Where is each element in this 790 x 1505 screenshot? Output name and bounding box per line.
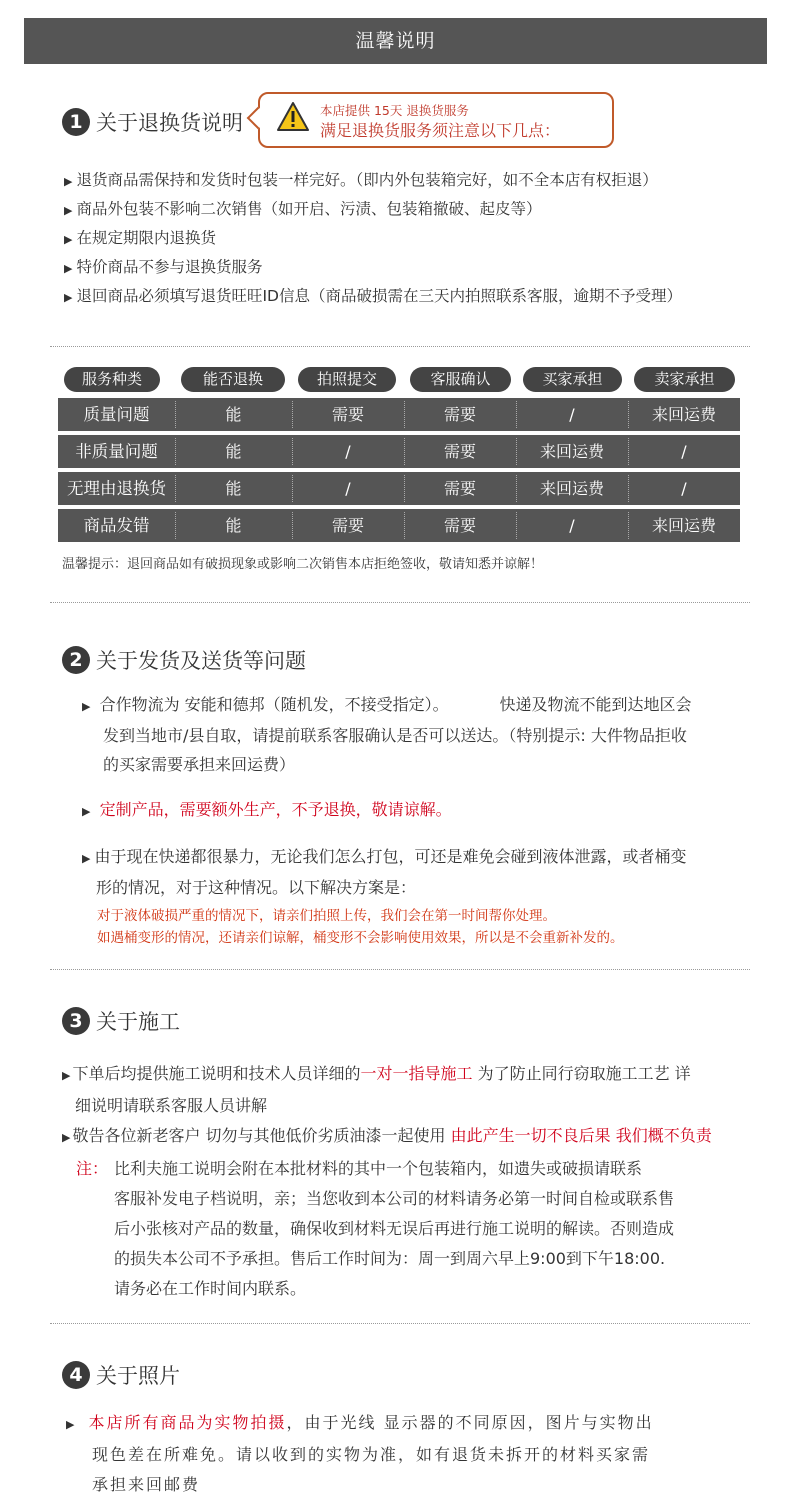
section-title: 关于退换货说明	[96, 111, 243, 135]
damage-paragraph: ▶ 由于现在快递都很暴力，无论我们怎么打包，可还是难免会碰到液体泄露，或者桶变 形的情况，对于这种情况。以下解决方案是：	[82, 842, 686, 902]
table-header: 买家承担	[523, 367, 622, 392]
section-number-badge: 2	[62, 646, 90, 674]
section-title: 关于发货及送货等问题	[96, 649, 306, 673]
callout-line-2: 满足退换货服务须注意以下几点：	[320, 121, 561, 140]
list-item: ▶ 商品外包装不影响二次销售（如开启、污渍、包装箱撤破、起皮等）	[64, 195, 682, 224]
table-note: 温馨提示：退回商品如有破损现象或影响二次销售本店拒绝签收，敬请知悉并谅解！	[62, 557, 544, 572]
table-header: 能否退换	[181, 367, 285, 392]
list-item: ▶ 在规定期限内退换货	[64, 224, 682, 253]
triangle-bullet-icon: ▶	[82, 700, 91, 713]
list-item: ▶ 退回商品必须填写退货旺旺ID信息（商品破损需在三天内拍照联系客服，逾期不予受理）	[64, 282, 682, 311]
table-header: 服务种类	[64, 367, 160, 392]
photo-paragraph: ▶ 本店所有商品为实物拍摄，由于光线 显示器的不同原因，图片与实物出 现色差在所难免。请以收到的实物为准，如有退货未拆开的材料买家需 承担来回邮费	[66, 1408, 654, 1500]
shipping-paragraph: ▶ 合作物流为 安能和德邦（随机发，不接受指定）。 快递及物流不能到达地区会 发到当地市/县自取，请提前联系客服确认是否可以送达。（特别提示: 大件物品拒收 的买家需要承担来回运费）	[82, 690, 692, 779]
divider	[50, 346, 750, 347]
divider	[50, 969, 750, 970]
construction-paragraph: ▶ 下单后均提供施工说明和技术人员详细的一对一指导施工 为了防止同行窃取施工工艺 详 细说明请联系客服人员讲解 ▶ 敬告各位新老客户 切勿与其他低价劣质油漆一起使用 由此产生一切不良后果 我们概不负责	[62, 1059, 712, 1153]
list-item: ▶ 特价商品不参与退换货服务	[64, 253, 682, 282]
section-1-heading	[62, 107, 243, 137]
triangle-bullet-icon: ▶	[64, 204, 73, 217]
triangle-bullet-icon: ▶	[82, 852, 91, 865]
divider	[50, 602, 750, 603]
table-row: 质量问题 能 需要 需要 / 来回运费	[58, 398, 740, 431]
triangle-bullet-icon: ▶	[64, 291, 73, 304]
header-title-bar	[24, 18, 767, 64]
table-row: 非质量问题 能 / 需要 来回运费 /	[58, 435, 740, 468]
table-header: 拍照提交	[298, 367, 396, 392]
table-header: 客服确认	[410, 367, 511, 392]
damage-solution-notes: 对于液体破损严重的情况下，请亲们拍照上传，我们会在第一时间帮你处理。 如遇桶变形的情况，还请亲们谅解，桶变形不会影响使用效果，所以是不会重新补发的。	[97, 908, 624, 946]
divider	[50, 1323, 750, 1324]
warning-icon	[276, 101, 310, 133]
triangle-bullet-icon: ▶	[66, 1418, 77, 1431]
triangle-bullet-icon: ▶	[64, 262, 73, 275]
section-number-badge: 3	[62, 1007, 90, 1035]
section-title: 关于照片	[96, 1364, 180, 1388]
note-label: 注：	[76, 1159, 109, 1178]
triangle-bullet-icon: ▶	[62, 1131, 71, 1144]
section-2-heading	[62, 645, 306, 675]
section-4-heading	[62, 1360, 180, 1390]
triangle-bullet-icon: ▶	[64, 233, 73, 246]
header-title: 温馨说明	[355, 30, 436, 52]
section-number-badge: 4	[62, 1361, 90, 1389]
triangle-bullet-icon: ▶	[64, 175, 73, 188]
triangle-bullet-icon: ▶	[82, 805, 91, 818]
table-row: 无理由退换货 能 / 需要 来回运费 /	[58, 472, 740, 505]
section-number-badge: 1	[62, 108, 90, 136]
list-item: ▶ 退货商品需保持和发货时包装一样完好。（即内外包装箱完好，如不全本店有权拒退）	[64, 166, 682, 195]
triangle-bullet-icon: ▶	[62, 1069, 71, 1082]
table-row: 商品发错 能 需要 需要 / 来回运费	[58, 509, 740, 542]
return-policy-callout	[258, 92, 614, 148]
return-rules-list	[64, 166, 682, 311]
section-title: 关于施工	[96, 1010, 180, 1034]
custom-product-notice: ▶ 定制产品，需要额外生产，不予退换，敬请谅解。	[82, 795, 452, 826]
callout-line-1: 本店提供 15天 退换货服务	[320, 103, 469, 118]
section-3-heading	[62, 1006, 180, 1036]
table-header: 卖家承担	[634, 367, 735, 392]
